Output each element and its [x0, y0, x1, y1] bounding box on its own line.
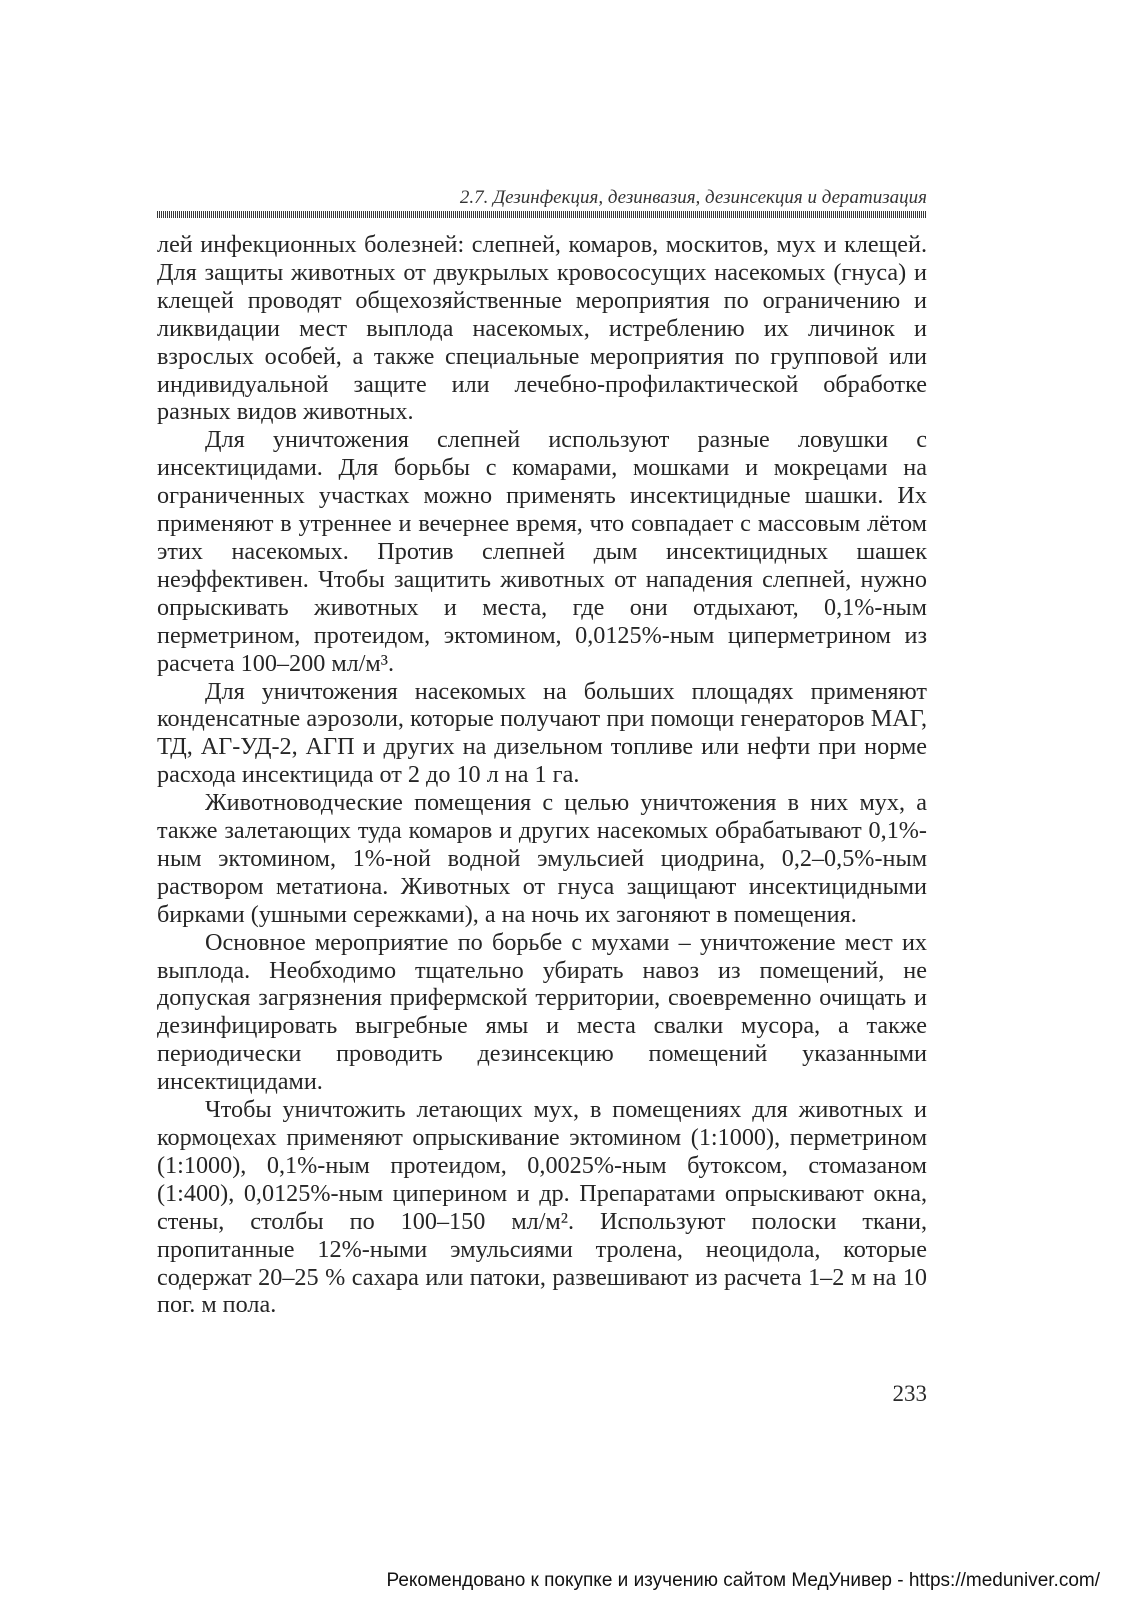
- running-header: 2.7. Дезинфекция, дезинвазия, дезинсекция и дератизация: [459, 187, 927, 208]
- paragraph-5: Основное мероприятие по борьбе с мухами – уничтожение мест их выплода. Необходимо тщательно убирать навоз из помещений, не допуская загрязнения прифермской территории, своевременно очищать и дезинфицировать выгребные ямы и места свалки мусора, а также периодически проводить дезинсекцию помещений указанными инсектицидами.: [157, 928, 927, 1096]
- footer-recommendation: Рекомендовано к покупке и изучению сайтом МедУнивер - https://meduniver.com/: [386, 1570, 1100, 1591]
- paragraph-2: Для уничтожения слепней используют разные ловушки с инсектицидами. Для борьбы с комарами, мошками и мокрецами на ограниченных участках можно применять инсектицидные шашки. Их применяют в утреннее и вечернее время, что совпадает с массовым лётом этих насекомых. Против слепней дым инсектицидных шашек неэффективен. Чтобы защитить животных от нападения слепней, нужно опрыскивать животных и места, где они отдыхают, 0,1%-ным перметрином, протеидом, эктомином, 0,0125%-ным циперметрином из расчета 100–200 мл/м³.: [157, 426, 927, 677]
- header-rule: [157, 211, 927, 218]
- paragraph-6: Чтобы уничтожить летающих мух, в помещениях для животных и кормоцехах применяют опрыскивание эктомином (1:1000), перметрином (1:1000), 0,1%-ным протеидом, 0,0025%-ным бутоксом, стомазаном (1:400), 0,0125%-ным циперином и др. Препаратами опрыскивают окна, стены, столбы по 100–150 мл/м². Используют полоски ткани, пропитанные 12%-ными эмульсиями тролена, неоцидола, которые содержат 20–25 % сахара или патоки, развешивают из расчета 1–2 м на 10 пог. м пола.: [157, 1096, 927, 1319]
- body-text: [157, 231, 927, 1319]
- paragraph-3: Для уничтожения насекомых на больших площадях применяют конденсатные аэрозоли, которые получают при помощи генераторов МАГ, ТД, АГ-УД-2, АГП и других на дизельном топливе или нефти при норме расхода инсектицида от 2 до 10 л на 1 га.: [157, 677, 927, 789]
- paragraph-1: лей инфекционных болезней: слепней, комаров, москитов, мух и клещей. Для защиты животных от двукрылых кровососущих насекомых (гнуса) и клещей проводят общехозяйственные мероприятия по ограничению и ликвидации мест выплода насекомых, истреблению их личинок и взрослых особей, а также специальные мероприятия по групповой или индивидуальной защите или лечебно-профилактической обработке разных видов животных.: [157, 231, 927, 426]
- page-number: 233: [892, 1381, 927, 1406]
- paragraph-4: Животноводческие помещения с целью уничтожения в них мух, а также залетающих туда комаров и других насекомых обрабатывают 0,1%-ным эктомином, 1%-ной водной эмульсией циодрина, 0,2–0,5%-ным раствором метатиона. Животных от гнуса защищают инсектицидными бирками (ушными сережками), а на ночь их загоняют в помещения.: [157, 789, 927, 928]
